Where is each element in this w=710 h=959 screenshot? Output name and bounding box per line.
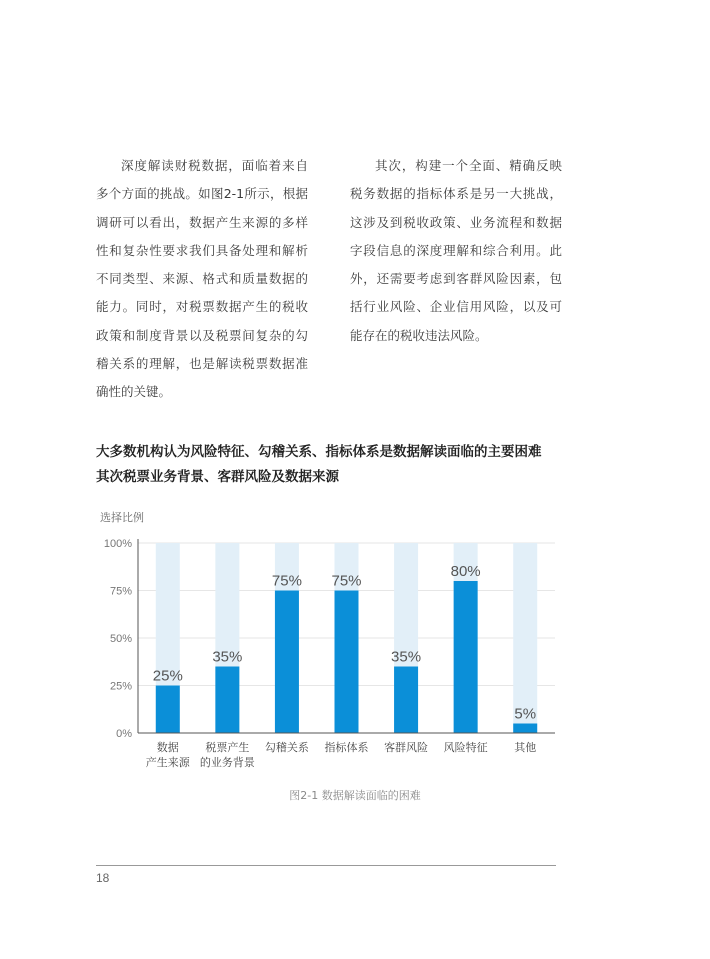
bar (394, 667, 418, 734)
figure-caption: 图2-1 数据解读面临的困难 (289, 789, 421, 802)
category-label: 产生来源 (145, 756, 190, 769)
data-label: 75% (271, 572, 302, 590)
category-label: 指标体系 (324, 741, 369, 754)
footer-rule (96, 865, 556, 866)
data-label: 75% (331, 572, 362, 590)
bar-track (513, 543, 537, 733)
category-label: 风险特征 (443, 741, 488, 754)
data-label: 80% (450, 563, 481, 580)
bar (454, 581, 478, 733)
category-label: 数据 (156, 741, 179, 754)
right-paragraph: 其次，构建一个全面、精确反映税务数据的指标体系是另一大挑战，这涉及到税收政策、业务流程和数据字段信息的深度理解和综合利用。此外，还需要考虑到客群风险因素，包括行业风险、企业信用风险，以及可能存在的税收违法风险。 (350, 158, 562, 343)
left-paragraph: 深度解读财税数据，面临着来自多个方面的挑战。如图2-1所示，根据调研可以看出，数据产生来源的多样性和复杂性要求我们具备处理和解析不同类型、来源、格式和质量数据的能力。同时，对税票数据产生的税收政策和制度背景以及税票间复杂的勾稽关系的理解，也是解读税票数据准确性的关键。 (96, 158, 308, 400)
data-label: 25% (152, 667, 183, 685)
body-column-right (350, 152, 562, 350)
page-number: 18 (96, 871, 110, 885)
y-tick-label: 50% (109, 633, 132, 645)
category-label: 勾稽关系 (264, 741, 309, 754)
data-label: 35% (391, 648, 422, 666)
bar-chart (95, 530, 565, 780)
bar (275, 591, 299, 734)
category-label: 的业务背景 (199, 756, 255, 769)
body-column-left (96, 152, 308, 407)
y-tick-label: 0% (116, 728, 132, 740)
y-tick-label: 25% (109, 680, 132, 693)
category-label: 税票产生 (205, 741, 250, 754)
category-label: 客群风险 (384, 741, 429, 754)
bar (335, 591, 359, 734)
chart-headline-line1: 大多数机构认为风险特征、勾稽关系、指标体系是数据解读面临的主要困难 (96, 444, 542, 460)
data-label: 35% (212, 648, 243, 666)
bar (215, 667, 239, 734)
category-label: 其他 (514, 741, 537, 754)
y-tick-label: 100% (103, 538, 132, 550)
y-tick-label: 75% (109, 585, 132, 598)
data-label: 5% (514, 705, 537, 723)
bar (156, 686, 180, 734)
chart-headline-line2: 其次税票业务背景、客群风险及数据来源 (96, 469, 339, 485)
bar (513, 724, 537, 734)
y-axis-title: 选择比例 (100, 511, 144, 524)
